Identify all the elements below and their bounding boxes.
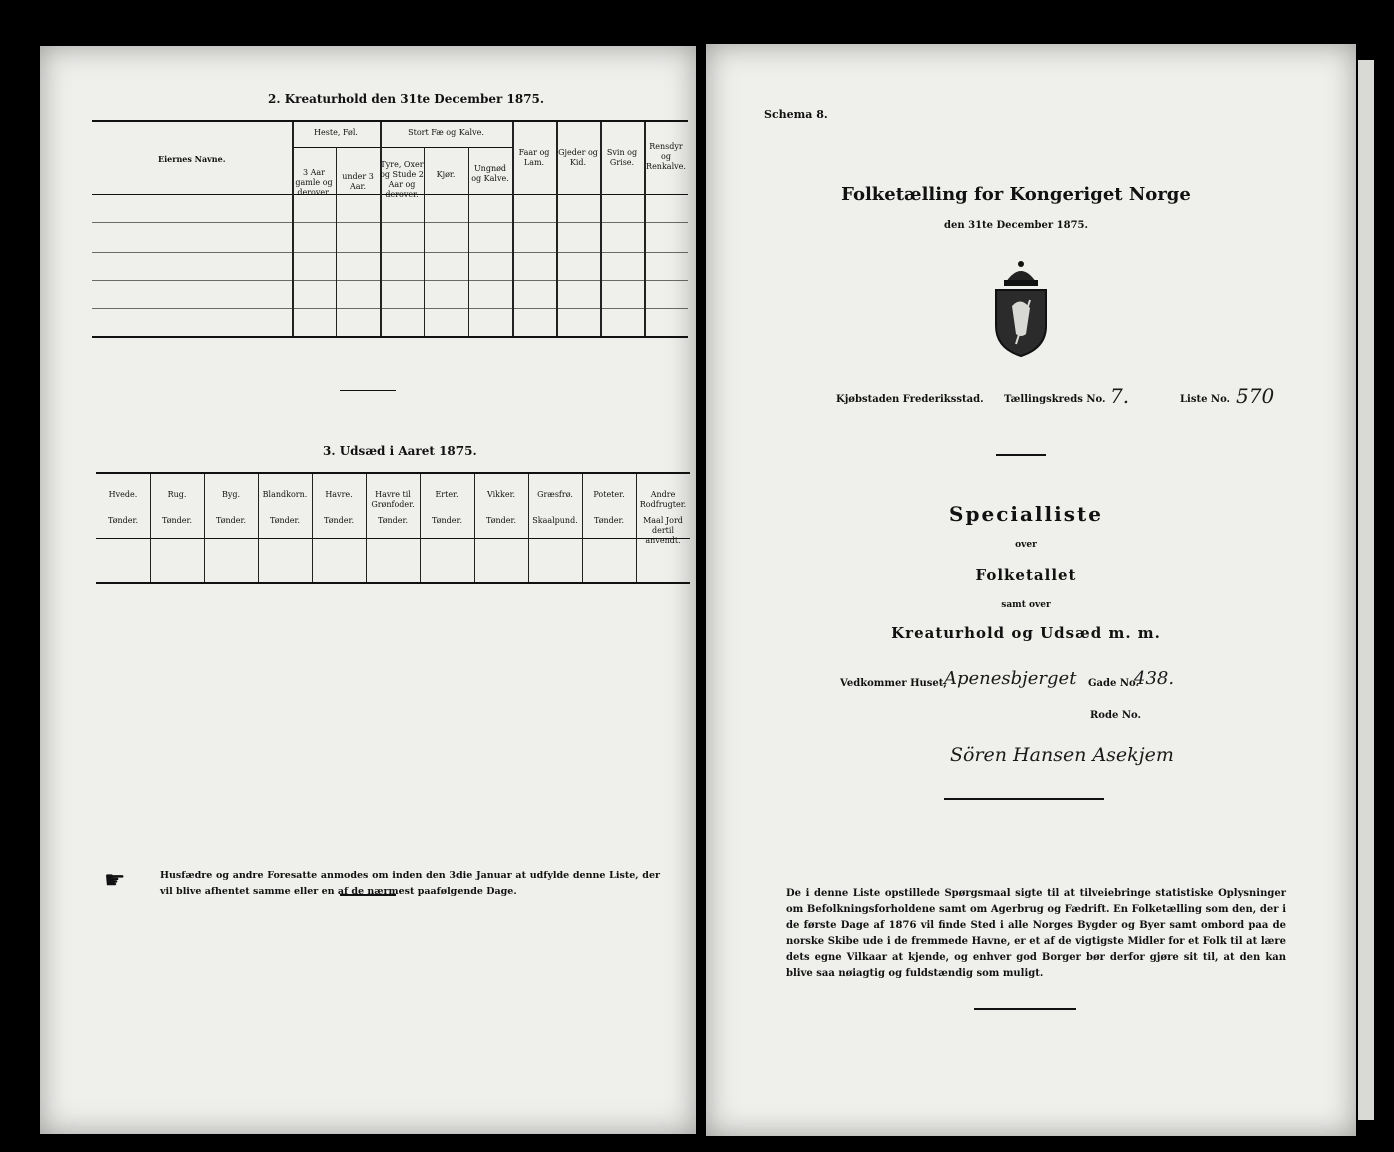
udsaed-col-name: Havre. xyxy=(325,490,353,499)
udsaed-col-unit: Tønder. xyxy=(161,516,193,525)
udsaed-col-unit: Tønder. xyxy=(323,516,355,525)
udsaed-col-name: Poteter. xyxy=(593,490,625,499)
schema-label: Schema 8. xyxy=(764,108,828,121)
udsaed-col-name: Erter. xyxy=(435,490,459,499)
udsaed-col-name: Hvede. xyxy=(108,490,138,499)
udsaed-col-name: Græsfrø. xyxy=(537,490,573,499)
udsaed-col-name: Vikker. xyxy=(486,490,516,499)
gade-label: Gade No. xyxy=(1088,678,1139,689)
next-page-edge xyxy=(1358,60,1374,1120)
district-label: Tællingskreds No. xyxy=(1004,394,1106,405)
main-date: den 31te December 1875. xyxy=(944,220,1088,231)
udsaed-col-unit: Maal Jord dertil anvendt. xyxy=(643,516,683,545)
list-value: 570 xyxy=(1236,384,1275,408)
main-title: Folketælling for Kongeriget Norge xyxy=(841,184,1191,205)
section3-title: 3. Udsæd i Aaret 1875. xyxy=(323,444,477,458)
gade-value: 438. xyxy=(1134,668,1175,689)
explanation-paragraph: De i denne Liste opstillede Spørgsmaal sigte til at tilveiebringe statistiske Oplysninger om Befolkningsforholdene samt om Agerbrug og Fædrift. En Folketælling som den, der i de første Dage af 1876 vil finde Sted i alle Norges Bygder og Byer samt ombord paa de norske Skibe ude i de fremmede Havne, er et af de vigtigste Midler for et Folk til at lære dets egne Vilkaar at kjende, og enhver god Borger bør derfor gjøre sit til, at den kan blive saa nøiagtig og fuldstændig som muligt. xyxy=(786,888,1286,979)
house-value: Apenesbjerget xyxy=(944,668,1077,689)
udsaed-col-unit: Tønder. xyxy=(215,516,247,525)
col-horse-old: 3 Aar gamle og derover. xyxy=(295,168,333,197)
udsaed-col-unit: Skaalpund. xyxy=(532,516,578,525)
udsaed-col-name: Byg. xyxy=(221,490,241,499)
left-page xyxy=(40,46,696,1134)
col-sheep: Faar og Lam. xyxy=(518,148,550,167)
udsaed-table xyxy=(96,474,690,582)
udsaed-col-unit: Tønder. xyxy=(269,516,301,525)
owner-name: Sören Hansen Asekjem xyxy=(950,744,1174,766)
udsaed-col-unit: Tønder. xyxy=(593,516,625,525)
col-pigs: Svin og Grise. xyxy=(606,148,638,167)
col-horse-young: under 3 Aar. xyxy=(342,172,374,191)
special-title: Specialliste xyxy=(949,502,1103,526)
town-label: Kjøbstaden Frederiksstad. xyxy=(836,394,984,405)
house-label: Vedkommer Huset, xyxy=(840,678,947,689)
udsaed-col-unit: Tønder. xyxy=(107,516,139,525)
udsaed-col-name: Rug. xyxy=(167,490,187,499)
col-bulls: Tyre, Oxer og Stude 2 Aar og derover. xyxy=(380,160,424,199)
kreatur-text: Kreaturhold og Udsæd m. m. xyxy=(891,624,1161,642)
col-goats: Gjeder og Kid. xyxy=(558,148,598,167)
rode-label: Rode No. xyxy=(1090,710,1141,721)
udsaed-col-name: Havre til Grønfoder. xyxy=(371,490,415,509)
list-label: Liste No. xyxy=(1180,394,1231,405)
samt-over: samt over xyxy=(1001,600,1051,610)
udsaed-col-unit: Tønder. xyxy=(431,516,463,525)
pointing-hand-icon: ☛ xyxy=(104,866,126,894)
folketallet: Folketallet xyxy=(975,566,1077,584)
coat-of-arms-icon xyxy=(986,256,1056,360)
udsaed-col-name: Blandkorn. xyxy=(262,490,308,499)
udsaed-col-unit: Tønder. xyxy=(377,516,409,525)
district-value: 7. xyxy=(1110,384,1130,408)
owner-header: Eiernes Navne. xyxy=(158,154,226,164)
group-horses: Heste, Føl. xyxy=(314,128,358,137)
over-text: over xyxy=(1015,540,1037,550)
notice-text: Husfædre og andre Foresatte anmodes om inden den 3die Januar at udfylde denne Liste, der vil blive afhentet samme eller en af de nærmest paafølgende Dage. xyxy=(160,870,660,897)
section2-title: 2. Kreaturhold den 31te December 1875. xyxy=(268,92,545,106)
col-reindeer: Rensdyr og Renkalve. xyxy=(646,142,686,171)
right-page xyxy=(706,44,1356,1136)
col-young-cattle: Ungnød og Kalve. xyxy=(471,164,509,183)
col-cows: Kjør. xyxy=(436,170,456,179)
udsaed-col-unit: Tønder. xyxy=(485,516,517,525)
udsaed-col-name: Andre Rodfrugter. xyxy=(639,490,687,509)
group-cattle: Stort Fæ og Kalve. xyxy=(408,128,484,137)
